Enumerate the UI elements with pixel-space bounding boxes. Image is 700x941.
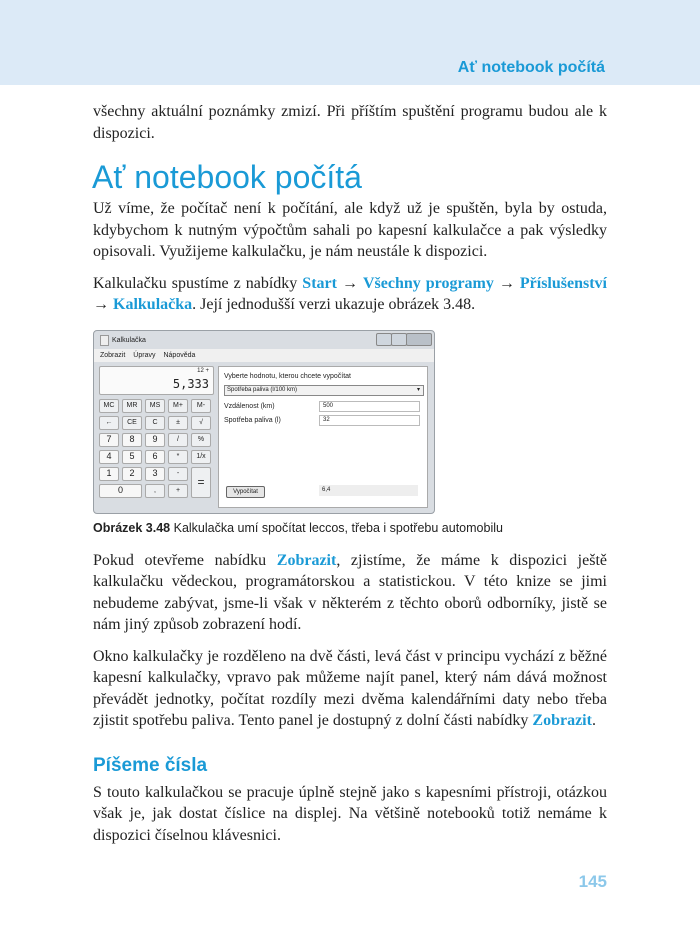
key-button[interactable]: M- [191,399,211,413]
arrow: → [336,274,363,292]
key-button[interactable]: - [168,467,188,481]
maximize-button[interactable] [391,333,407,346]
menu-zobrazit[interactable]: Zobrazit [100,351,126,359]
distance-input[interactable]: 500 [319,401,420,412]
menu-upravy[interactable]: Úpravy [133,351,156,359]
caption-label: Obrázek 3.48 [93,520,171,535]
key-button[interactable]: ± [168,416,188,430]
keyword: Start [302,274,337,292]
key-button[interactable]: * [168,450,188,464]
app-icon [100,335,109,346]
page-number: 145 [578,872,607,891]
compute-button[interactable]: Vypočítat [226,486,265,498]
calculation-select[interactable] [224,385,424,396]
section-heading: Ať notebook počítá [92,159,362,195]
key-button[interactable]: 6 [145,450,165,464]
keyword: Zobrazit [532,712,592,729]
key-button[interactable]: 1/x [191,450,211,464]
arrow: → [493,274,520,292]
key-button[interactable]: M+ [168,399,188,413]
key-button[interactable]: 0 [99,484,142,498]
select-value: Spotřeba paliva (l/100 km) [227,386,298,393]
paragraph [93,550,607,636]
keyword: Kalkulačka [113,296,193,313]
key-button[interactable]: MR [122,399,142,413]
subsection-heading: Píšeme čísla [93,754,208,776]
figure-caption [93,520,607,536]
text: . [591,712,596,729]
text: Okno kalkulačky je rozděleno na dvě části, levá část v principu vychází z běžné kapesní kalkulačky, vpravo pak můžeme najít panel, který nám dává možnost převádět jednotky, počítat rozdíly mezi dvěma kalendářními daty nebo třeba zjistit spotřebu paliva. Tento panel je dostupný z dolní části nabídky [93,647,607,729]
paragraph [93,646,607,732]
key-button[interactable]: / [168,433,188,447]
key-button[interactable]: 3 [145,467,165,481]
paragraph: S touto kalkulačkou se pracuje úplně stejně jako s kapesními přístroji, otázkou však je, jak dostat číslice na displej. Na většině notebooků totiž nemáme k dispozici číselnou klávesnici. [93,783,607,844]
window-title: Kalkulačka [112,336,146,344]
key-button[interactable]: , [145,484,165,498]
key-button[interactable]: √ [191,416,211,430]
key-button[interactable]: 5 [122,450,142,464]
text: , zjistíme, že máme k dispozici ještě kalkulačku vědeckou, programátorskou a statistickou. V této knize se jimi nebudeme zabývat, jsme-li však v některém z těchto oborů odborníky, jistě se nám jiný způsob zobrazení hodí. [93,551,607,633]
distance-label: Vzdálenost (km) [224,402,275,410]
keyword: Zobrazit [276,551,337,569]
keypad [99,399,214,498]
panel-prompt: Vyberte hodnotu, kterou chcete vypočítat [224,372,351,380]
key-button[interactable]: 7 [99,433,119,447]
key-button[interactable]: MC [99,399,119,413]
keyword: Příslušenství [519,274,607,292]
running-title: Ať notebook počítá [457,59,605,76]
display-value: 5,333 [172,376,209,391]
minimize-button[interactable] [376,333,392,346]
key-button[interactable]: 1 [99,467,119,481]
result-field: 6,4 [319,485,418,496]
key-button[interactable]: 4 [99,450,119,464]
key-button[interactable]: + [168,484,188,498]
close-button[interactable] [406,333,432,346]
title-bar [94,331,434,349]
key-button[interactable]: 2 [122,467,142,481]
display [99,366,214,395]
caption-text: Kalkulačka umí spočítat leccos, třeba i spotřebu automobilu [170,520,503,535]
paragraph [93,273,607,316]
keypad-panel [99,366,214,498]
text: Pokud otevřeme nabídku [93,551,277,569]
key-button[interactable]: C [145,416,165,430]
keyword: Všechny programy [362,274,494,292]
key-button[interactable]: % [191,433,211,447]
text: . Její jednodušší verzi ukazuje obrázek 3.48. [192,296,476,313]
key-button[interactable]: 9 [145,433,165,447]
history-indicator: 12 + [197,367,209,374]
paragraph: Už víme, že počítač není k počítání, ale když už je spuštěn, byla by ostuda, kdybychom k nutným výpočtům sahali po kapesní kalkulačce a pak výsledky opisovali. Využijeme kalkulačku, je nám neustále k dispozici. [93,200,607,260]
arrow: → [93,296,113,313]
key-button[interactable]: CE [122,416,142,430]
text: Kalkulačku spustíme z nabídky [93,274,303,292]
paragraph: všechny aktuální poznámky zmizí. Při příštím spuštění programu budou ale k dispozici. [93,103,607,142]
dropdown-arrow-icon: ▾ [416,386,420,393]
menu-bar [94,349,434,362]
calculator-window [93,330,435,514]
key-button[interactable]: MS [145,399,165,413]
fuel-panel [218,366,428,508]
menu-napoveda[interactable]: Nápověda [163,351,196,359]
fuel-input[interactable]: 32 [319,415,420,426]
fuel-label: Spotřeba paliva (l) [224,416,281,424]
key-button[interactable]: 8 [122,433,142,447]
key-button[interactable]: ← [99,416,119,430]
key-button[interactable]: = [191,467,211,498]
